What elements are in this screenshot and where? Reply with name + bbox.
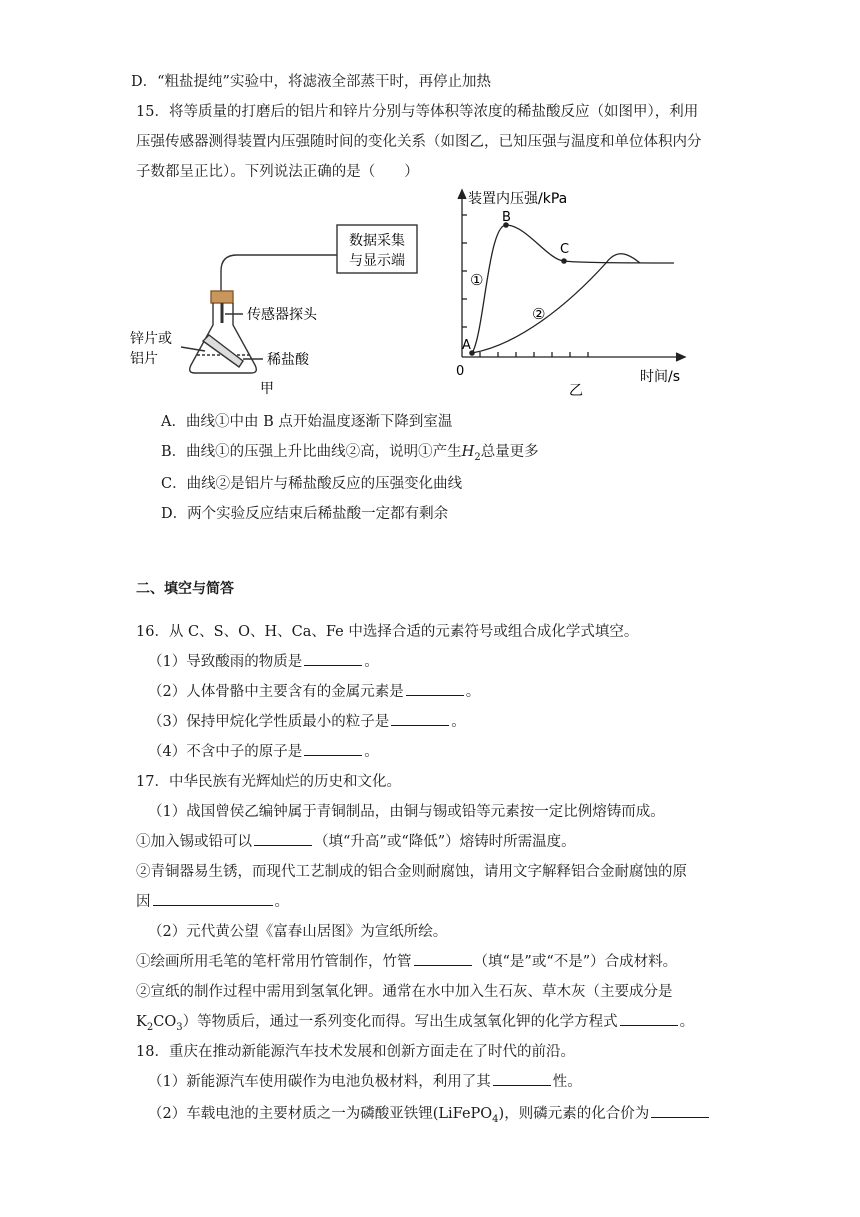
- answer-blank[interactable]: [254, 831, 312, 846]
- probe-label: 传感器探头: [247, 307, 317, 323]
- y-ticks: [462, 215, 467, 327]
- metal-leader: [181, 347, 205, 351]
- q16-part2: （2）人体骨骼中主要含有的金属元素是 。: [148, 680, 480, 701]
- origin-label: 0: [456, 364, 465, 379]
- option-b-h: H: [461, 444, 475, 460]
- display-box-line1: 数据采集: [349, 233, 405, 249]
- answer-blank[interactable]: [493, 1071, 551, 1086]
- curve-1: [472, 225, 674, 353]
- q15-stem-line2: 压强传感器测得装置内压强随时间的变化关系（如图乙，已知压强与温度和单位体积内分: [136, 134, 702, 150]
- option-b-post: 总量更多: [480, 444, 539, 460]
- answer-blank[interactable]: [620, 1011, 678, 1026]
- q14-option-d: D．“粗盐提纯”实验中，将滤液全部蒸干时，再停止加热: [131, 74, 491, 90]
- figure-yi-caption: 乙: [569, 383, 583, 399]
- answer-blank[interactable]: [414, 951, 472, 966]
- point-c-label: C: [560, 242, 570, 257]
- point-b-label: B: [502, 210, 511, 225]
- point-c: [561, 258, 567, 264]
- q17-part2b-line2: $K_2CO_3$）等物质后，通过一系列变化而得。写出生成氢氧化钾的化学方程式 。: [136, 1010, 694, 1033]
- q15-option-b: [161, 440, 539, 463]
- q17-stem: 17．中华民族有光辉灿烂的历史和文化。: [136, 774, 401, 790]
- q17-part1b-line2: 因 。: [136, 890, 289, 911]
- figure-yi: [448, 185, 698, 403]
- q17-part1: （1）战国曾侯乙编钟属于青铜制品，由铜与锡或铅等元素按一定比例熔铸而成。: [148, 804, 665, 820]
- curve-2-label: ②: [532, 305, 546, 323]
- metal-label-2: 铝片: [130, 351, 158, 367]
- metal-strip: [203, 335, 243, 367]
- figure-jia: [125, 215, 430, 400]
- section-title: 二、填空与简答: [136, 581, 234, 597]
- q17-part2: （2）元代黄公望《富春山居图》为宣纸所绘。: [148, 924, 448, 940]
- answer-blank[interactable]: [304, 651, 362, 666]
- q16-part4: （4）不含中子的原子是 。: [148, 740, 379, 761]
- x-ticks: [480, 352, 588, 357]
- answer-blank[interactable]: [406, 681, 464, 696]
- q18-stem: 18．重庆在推动新能源汽车技术发展和创新方面走在了时代的前沿。: [136, 1044, 575, 1060]
- option-b-pre: B．曲线①的压强上升比曲线②高，说明①产生: [161, 444, 462, 460]
- x-arrow: [676, 353, 685, 361]
- y-axis-label: 装置内压强/kPa: [468, 191, 568, 207]
- answer-blank[interactable]: [153, 891, 273, 906]
- curve-2: [472, 254, 640, 353]
- x-axis-label: 时间/s: [640, 369, 681, 385]
- answer-blank[interactable]: [651, 1103, 709, 1118]
- q17-part2b-line1: ②宣纸的制作过程中需用到氢氧化钾。通常在水中加入生石灰、草木灰（主要成分是: [136, 984, 673, 1000]
- q18-part2: （2）车载电池的主要材质之一为磷酸亚铁锂(LiFePO$_4$)，则磷元素的化合价为: [148, 1102, 711, 1125]
- display-box-line2: 与显示端: [349, 253, 405, 269]
- q15-stem-line1: 15．将等质量的打磨后的铝片和锌片分别与等体积等浓度的稀盐酸反应（如图甲），利用: [136, 104, 699, 120]
- answer-blank[interactable]: [304, 741, 362, 756]
- option-b-sub: 2: [474, 451, 481, 463]
- figure-jia-caption: 甲: [260, 381, 274, 397]
- q15-stem-line3: 子数都呈正比）。下列说法正确的是（ ）: [136, 164, 419, 180]
- q15-option-d: D．两个实验反应结束后稀盐酸一定都有剩余: [161, 506, 449, 522]
- q16-part3: （3）保持甲烷化学性质最小的粒子是 。: [148, 710, 466, 731]
- q15-option-c: C．曲线②是铝片与稀盐酸反应的压强变化曲线: [161, 476, 463, 492]
- metal-label-1: 锌片或: [130, 331, 172, 347]
- q16-stem: 16．从 C、S、O、H、Ca、Fe 中选择合适的元素符号或组合成化学式填空。: [136, 624, 639, 640]
- acid-label: 稀盐酸: [267, 352, 309, 368]
- q17-part1a: ①加入锡或铅可以 （填“升高”或“降低”）熔铸时所需温度。: [136, 830, 576, 851]
- point-a-label: A: [462, 338, 471, 353]
- q18-part1: （1）新能源汽车使用碳作为电池负极材料，利用了其 性。: [148, 1070, 582, 1091]
- q17-part2a: ①绘画所用毛笔的笔杆常用竹管制作，竹管 （填“是”或“不是”）合成材料。: [136, 950, 677, 971]
- stopper: [211, 291, 233, 303]
- q16-part1: （1）导致酸雨的物质是 。: [148, 650, 379, 671]
- curve-1-label: ①: [470, 271, 484, 289]
- q15-option-a: A．曲线①中由 B 点开始温度逐渐下降到室温: [161, 414, 453, 430]
- y-arrow: [458, 190, 466, 199]
- sensor-cable: [221, 255, 337, 293]
- q17-part1b-line1: ②青铜器易生锈，而现代工艺制成的铝合金则耐腐蚀，请用文字解释铝合金耐腐蚀的原: [136, 864, 687, 880]
- answer-blank[interactable]: [391, 711, 449, 726]
